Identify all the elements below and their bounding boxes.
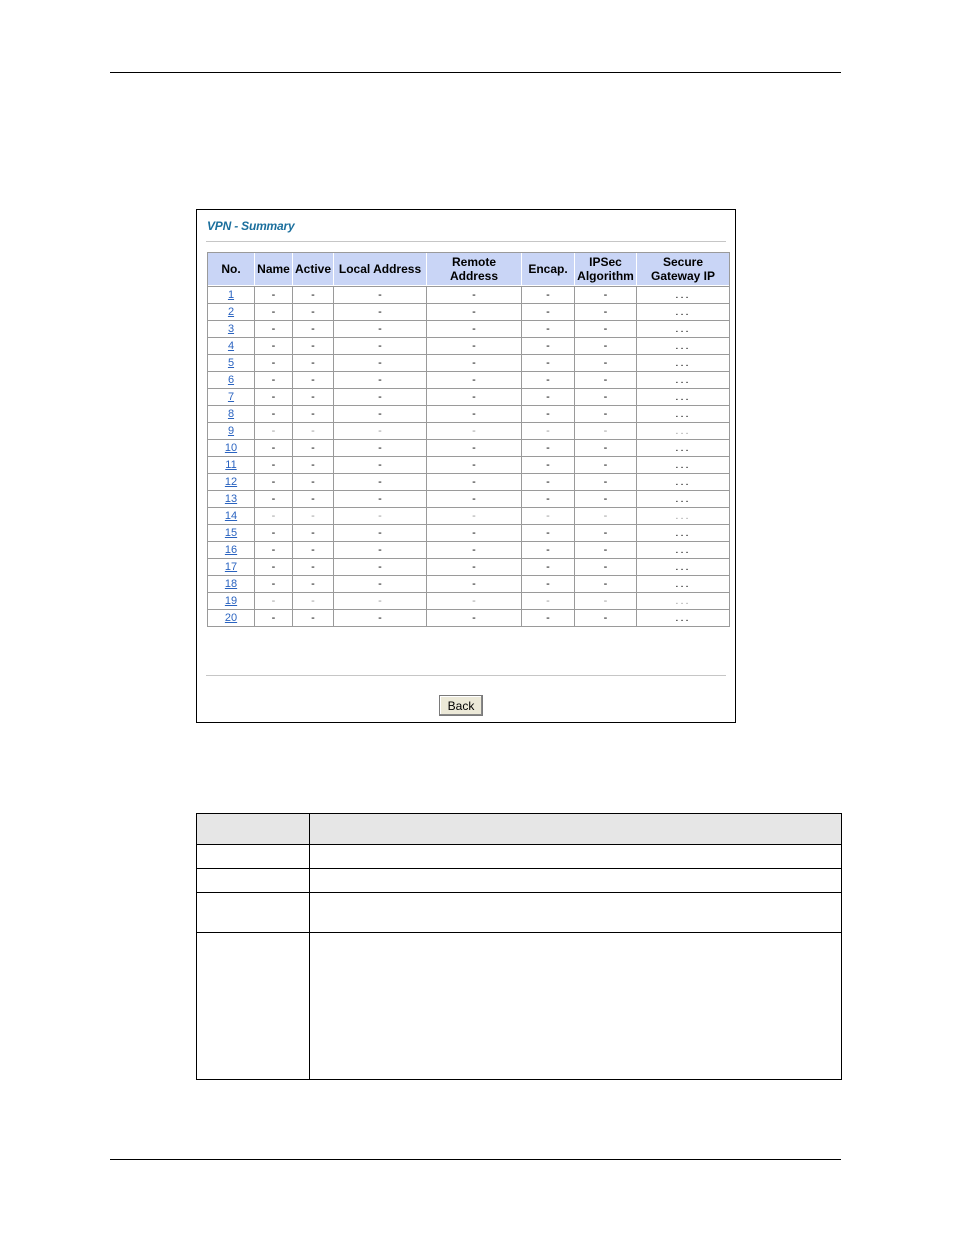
- cell-remote-address: -: [427, 354, 522, 371]
- table-row: [208, 286, 729, 303]
- cell-name: -: [255, 337, 293, 354]
- cell-ipsec-algorithm: -: [575, 286, 637, 303]
- cell-local-address: -: [334, 609, 427, 626]
- cell-active: -: [293, 320, 334, 337]
- cell-ipsec-algorithm: -: [575, 609, 637, 626]
- page-header-rule: [110, 72, 841, 73]
- column-header-local-address: Local Address: [334, 253, 427, 286]
- title-divider: [206, 241, 726, 242]
- cell-remote-address: -: [427, 592, 522, 609]
- cell-secure-gateway-ip: ...: [637, 354, 729, 371]
- table-row: [208, 507, 729, 524]
- column-header-no: No.: [208, 253, 255, 286]
- cell-no: [208, 473, 255, 490]
- rule-number-link[interactable]: 5: [227, 357, 235, 369]
- cell-active: -: [293, 422, 334, 439]
- cell-no: [208, 422, 255, 439]
- cell-local-address: -: [334, 439, 427, 456]
- cell-encap: -: [522, 592, 575, 609]
- table-row: [197, 893, 842, 933]
- cell-ipsec-algorithm: -: [575, 541, 637, 558]
- cell-name: -: [255, 592, 293, 609]
- rule-number-link[interactable]: 8: [227, 408, 235, 420]
- rule-number-link[interactable]: 20: [224, 612, 238, 624]
- cell-name: -: [255, 507, 293, 524]
- rule-number-link[interactable]: 7: [227, 391, 235, 403]
- cell-local-address: -: [334, 337, 427, 354]
- cell-no: [208, 286, 255, 303]
- panel-title: VPN - Summary: [207, 219, 295, 233]
- cell-active: -: [293, 507, 334, 524]
- table-row: [208, 473, 729, 490]
- cell-local-address: -: [334, 422, 427, 439]
- cell-local-address: -: [334, 303, 427, 320]
- cell-active: -: [293, 609, 334, 626]
- cell-ipsec-algorithm: -: [575, 405, 637, 422]
- cell-no: [208, 524, 255, 541]
- cell-secure-gateway-ip: ...: [637, 456, 729, 473]
- table-row: [208, 388, 729, 405]
- cell-local-address: -: [334, 575, 427, 592]
- cell-local-address: -: [334, 541, 427, 558]
- rule-number-link[interactable]: 11: [225, 459, 237, 471]
- cell-name: -: [255, 303, 293, 320]
- column-header-active: Active: [293, 253, 334, 286]
- table-row: [208, 575, 729, 592]
- cell-local-address: -: [334, 592, 427, 609]
- cell-name: -: [255, 320, 293, 337]
- cell-ipsec-algorithm: -: [575, 303, 637, 320]
- cell-remote-address: -: [427, 575, 522, 592]
- rule-number-link[interactable]: 9: [227, 425, 235, 437]
- cell-ipsec-algorithm: -: [575, 575, 637, 592]
- table-body: [208, 286, 729, 626]
- cell-encap: -: [522, 490, 575, 507]
- cell-local-address: -: [334, 371, 427, 388]
- column-header-name: Name: [255, 253, 293, 286]
- rule-number-link[interactable]: 1: [227, 289, 235, 301]
- cell-secure-gateway-ip: ...: [637, 592, 729, 609]
- cell-ipsec-algorithm: -: [575, 507, 637, 524]
- cell-encap: -: [522, 422, 575, 439]
- table-row: [208, 354, 729, 371]
- cell-ipsec-algorithm: -: [575, 337, 637, 354]
- cell-remote-address: -: [427, 541, 522, 558]
- cell-name: -: [255, 422, 293, 439]
- cell-no: [208, 371, 255, 388]
- cell-encap: -: [522, 456, 575, 473]
- rule-number-link[interactable]: 18: [224, 578, 238, 590]
- cell-encap: -: [522, 524, 575, 541]
- cell-secure-gateway-ip: ...: [637, 558, 729, 575]
- cell-no: [208, 609, 255, 626]
- cell-active: -: [293, 371, 334, 388]
- cell-no: [208, 320, 255, 337]
- cell-ipsec-algorithm: -: [575, 558, 637, 575]
- table-row: [208, 456, 729, 473]
- table-row: [208, 439, 729, 456]
- cell-local-address: -: [334, 456, 427, 473]
- rule-number-link[interactable]: 6: [227, 374, 235, 386]
- cell-name: -: [255, 541, 293, 558]
- cell-secure-gateway-ip: ...: [637, 507, 729, 524]
- table-row: [197, 869, 842, 893]
- cell-encap: -: [522, 303, 575, 320]
- cell-ipsec-algorithm: -: [575, 354, 637, 371]
- table-row: [208, 541, 729, 558]
- cell-name: -: [255, 405, 293, 422]
- cell-ipsec-algorithm: -: [575, 473, 637, 490]
- cell-remote-address: -: [427, 609, 522, 626]
- cell-secure-gateway-ip: ...: [637, 524, 729, 541]
- cell-remote-address: -: [427, 524, 522, 541]
- rule-number-link[interactable]: 15: [224, 527, 238, 539]
- cell-encap: -: [522, 405, 575, 422]
- cell-secure-gateway-ip: ...: [637, 286, 729, 303]
- table-row: [197, 933, 842, 1080]
- cell-no: [208, 592, 255, 609]
- table-row: [208, 524, 729, 541]
- cell-encap: -: [522, 337, 575, 354]
- cell-no: [208, 405, 255, 422]
- cell-ipsec-algorithm: -: [575, 456, 637, 473]
- cell-remote-address: -: [427, 558, 522, 575]
- cell-remote-address: -: [427, 456, 522, 473]
- table-row: [208, 405, 729, 422]
- cell-name: -: [255, 286, 293, 303]
- rule-number-link[interactable]: 10: [224, 442, 238, 454]
- cell-name: -: [255, 524, 293, 541]
- cell-secure-gateway-ip: ...: [637, 541, 729, 558]
- cell-secure-gateway-ip: ...: [637, 575, 729, 592]
- table-row: [208, 609, 729, 626]
- cell-ipsec-algorithm: -: [575, 524, 637, 541]
- table-row: [208, 490, 729, 507]
- cell-active: -: [293, 456, 334, 473]
- cell-remote-address: -: [427, 286, 522, 303]
- column-header-remote-address: Remote Address: [427, 253, 522, 286]
- table-row: [208, 303, 729, 320]
- cell-active: -: [293, 473, 334, 490]
- rule-number-link[interactable]: 4: [227, 340, 235, 352]
- cell-remote-address: -: [427, 405, 522, 422]
- cell-encap: -: [522, 558, 575, 575]
- cell-local-address: -: [334, 490, 427, 507]
- cell-encap: -: [522, 507, 575, 524]
- rule-number-link[interactable]: 19: [224, 595, 238, 607]
- cell-remote-address: -: [427, 388, 522, 405]
- cell-secure-gateway-ip: ...: [637, 371, 729, 388]
- cell-name: -: [255, 371, 293, 388]
- cell-ipsec-algorithm: -: [575, 422, 637, 439]
- cell-ipsec-algorithm: -: [575, 371, 637, 388]
- cell-secure-gateway-ip: ...: [637, 473, 729, 490]
- cell-encap: -: [522, 575, 575, 592]
- cell-encap: -: [522, 354, 575, 371]
- table-row: [208, 371, 729, 388]
- rule-number-link[interactable]: 13: [224, 493, 238, 505]
- cell-active: -: [293, 490, 334, 507]
- column-header-encap: Encap.: [522, 253, 575, 286]
- cell-local-address: -: [334, 524, 427, 541]
- cell-ipsec-algorithm: -: [575, 388, 637, 405]
- cell-remote-address: -: [427, 371, 522, 388]
- cell-no: [208, 303, 255, 320]
- cell-no: [208, 575, 255, 592]
- cell-no: [208, 490, 255, 507]
- cell-active: -: [293, 286, 334, 303]
- cell-active: -: [293, 524, 334, 541]
- rule-number-link[interactable]: 17: [224, 561, 238, 573]
- column-header-secure-gateway-ip: Secure Gateway IP: [637, 253, 729, 286]
- footer-divider: [206, 675, 726, 676]
- cell-remote-address: -: [427, 337, 522, 354]
- cell-ipsec-algorithm: -: [575, 490, 637, 507]
- cell-name: -: [255, 575, 293, 592]
- cell-secure-gateway-ip: ...: [637, 388, 729, 405]
- cell-no: [208, 337, 255, 354]
- table-row: [208, 422, 729, 439]
- cell-local-address: -: [334, 558, 427, 575]
- cell-local-address: -: [334, 473, 427, 490]
- cell-no: [208, 558, 255, 575]
- cell-active: -: [293, 405, 334, 422]
- cell-encap: -: [522, 388, 575, 405]
- cell-remote-address: -: [427, 320, 522, 337]
- cell-active: -: [293, 558, 334, 575]
- cell-no: [208, 439, 255, 456]
- cell-remote-address: -: [427, 473, 522, 490]
- cell-no: [208, 507, 255, 524]
- cell-secure-gateway-ip: ...: [637, 609, 729, 626]
- cell-encap: -: [522, 286, 575, 303]
- cell-secure-gateway-ip: ...: [637, 320, 729, 337]
- table-header-row: [208, 253, 729, 286]
- cell-encap: -: [522, 609, 575, 626]
- cell-local-address: -: [334, 354, 427, 371]
- cell-secure-gateway-ip: ...: [637, 422, 729, 439]
- cell-secure-gateway-ip: ...: [637, 439, 729, 456]
- cell-secure-gateway-ip: ...: [637, 337, 729, 354]
- rule-number-link[interactable]: 3: [227, 323, 235, 335]
- cell-encap: -: [522, 320, 575, 337]
- cell-secure-gateway-ip: ...: [637, 405, 729, 422]
- cell-name: -: [255, 473, 293, 490]
- cell-secure-gateway-ip: ...: [637, 490, 729, 507]
- rule-number-link[interactable]: 14: [224, 510, 238, 522]
- field-description-table: [196, 813, 842, 1080]
- cell-active: -: [293, 592, 334, 609]
- cell-ipsec-algorithm: -: [575, 592, 637, 609]
- cell-name: -: [255, 388, 293, 405]
- cell-encap: -: [522, 473, 575, 490]
- rule-number-link[interactable]: 12: [224, 476, 238, 488]
- cell-local-address: -: [334, 507, 427, 524]
- cell-active: -: [293, 575, 334, 592]
- table-row: [208, 558, 729, 575]
- column-header-ipsec-algorithm: IPSec Algorithm: [575, 253, 637, 286]
- cell-secure-gateway-ip: ...: [637, 303, 729, 320]
- cell-name: -: [255, 354, 293, 371]
- table-row: [208, 592, 729, 609]
- cell-no: [208, 541, 255, 558]
- cell-local-address: -: [334, 405, 427, 422]
- cell-remote-address: -: [427, 507, 522, 524]
- cell-no: [208, 388, 255, 405]
- back-button[interactable]: Back: [439, 695, 483, 716]
- cell-active: -: [293, 337, 334, 354]
- cell-active: -: [293, 541, 334, 558]
- cell-encap: -: [522, 541, 575, 558]
- cell-name: -: [255, 558, 293, 575]
- table-row: [197, 845, 842, 869]
- cell-remote-address: -: [427, 303, 522, 320]
- cell-local-address: -: [334, 388, 427, 405]
- cell-active: -: [293, 439, 334, 456]
- cell-remote-address: -: [427, 422, 522, 439]
- rule-number-link[interactable]: 2: [227, 306, 235, 318]
- cell-encap: -: [522, 371, 575, 388]
- cell-name: -: [255, 439, 293, 456]
- cell-active: -: [293, 388, 334, 405]
- page-footer-rule: [110, 1159, 841, 1160]
- table-row: [208, 337, 729, 354]
- cell-no: [208, 456, 255, 473]
- cell-remote-address: -: [427, 439, 522, 456]
- rule-number-link[interactable]: 16: [224, 544, 238, 556]
- cell-encap: -: [522, 439, 575, 456]
- cell-name: -: [255, 609, 293, 626]
- cell-name: -: [255, 490, 293, 507]
- vpn-summary-screenshot: [196, 209, 736, 723]
- cell-name: -: [255, 456, 293, 473]
- cell-ipsec-algorithm: -: [575, 320, 637, 337]
- cell-no: [208, 354, 255, 371]
- cell-active: -: [293, 303, 334, 320]
- cell-local-address: -: [334, 286, 427, 303]
- table-row: [208, 320, 729, 337]
- cell-remote-address: -: [427, 490, 522, 507]
- cell-local-address: -: [334, 320, 427, 337]
- cell-active: -: [293, 354, 334, 371]
- cell-ipsec-algorithm: -: [575, 439, 637, 456]
- table-row: [197, 814, 842, 845]
- vpn-summary-table: [207, 252, 730, 627]
